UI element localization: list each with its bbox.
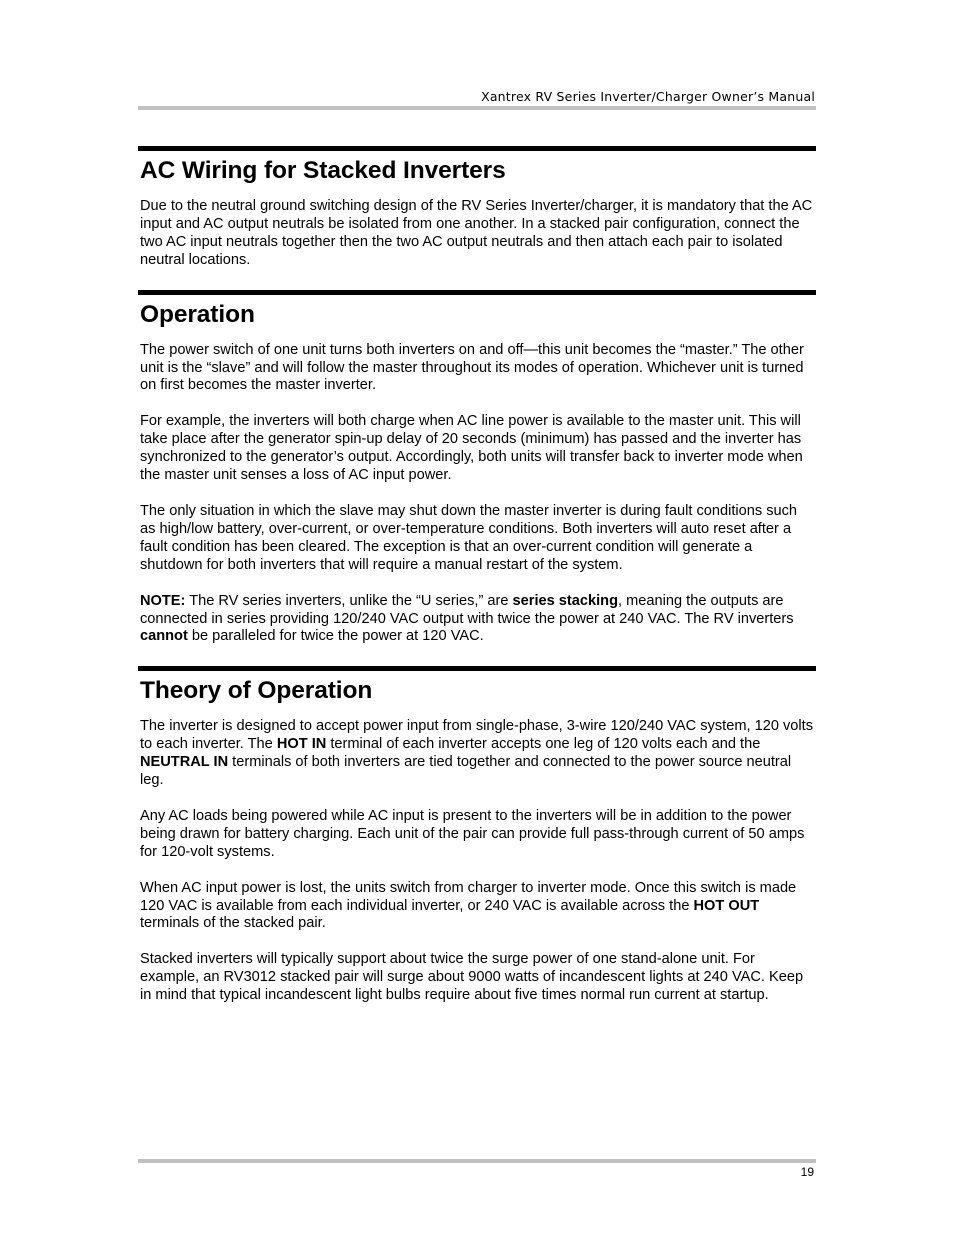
text-run: terminals of the stacked pair. xyxy=(140,915,326,932)
paragraph: Any AC loads being powered while AC input is present to the inverters will be in addition to the power being drawn for battery charging. Each unit of the pair can provide full pass-through current of 50 amps for 120-volt systems. xyxy=(140,807,805,860)
text-run: The RV series inverters, unlike the “U series,” are xyxy=(185,592,513,609)
text-run: , meaning the outputs are connected in series providing 120/240 VAC output with twice the power at 240 VAC. The RV inverters xyxy=(140,592,794,627)
text-run: The inverter is designed to accept power input from single-phase, 3-wire 120/240 VAC system, 120 volts to each inverter. The xyxy=(140,718,814,753)
running-header: Xantrex RV Series Inverter/Charger Owner’s Manual xyxy=(481,89,815,104)
text-run: terminal of each inverter accepts one leg of 120 volts each and the xyxy=(326,736,761,753)
page-number: 19 xyxy=(800,1165,814,1179)
section-operation xyxy=(140,290,816,647)
header-rule xyxy=(138,106,816,110)
section-theory-of-operation xyxy=(140,666,816,1005)
text-run: be paralleled for twice the power at 120 VAC. xyxy=(187,628,484,645)
paragraph xyxy=(140,718,816,790)
bold-term: series stacking xyxy=(512,592,619,609)
paragraph: For example, the inverters will both charge when AC line power is available to the master unit. This will take place after the generator spin-up delay of 20 seconds (minimum) has passed and the inverter has synchronized to the generator’s output. Accordingly, both units will transfer back to inverter mode when the master unit senses a loss of AC input power. xyxy=(140,413,803,484)
bold-term: cannot xyxy=(140,628,188,645)
section-heading: Theory of Operation xyxy=(140,677,373,705)
section-ac-wiring xyxy=(140,146,816,270)
section-rule xyxy=(138,146,816,151)
note-paragraph xyxy=(140,593,816,647)
note-label: NOTE: xyxy=(140,592,186,609)
page-content xyxy=(140,146,816,1005)
text-run: terminals of both inverters are tied together and connected to the power source neutral leg. xyxy=(140,754,792,789)
paragraph: The power switch of one unit turns both inverters on and off—this unit becomes the “master.” The other unit is the “slave” and will follow the master throughout its modes of operation. Whichever unit is turned on first becomes the master inverter. xyxy=(140,341,804,394)
paragraph xyxy=(140,880,816,934)
section-heading: AC Wiring for Stacked Inverters xyxy=(140,157,506,184)
paragraph: The only situation in which the slave may shut down the master inverter is during fault conditions such as high/low battery, over-current, or over-temperature conditions. Both inverters will auto reset after a fault condition has been cleared. The exception is that an over-current condition will generate a shutdown for both inverters that will require a manual restart of the system. xyxy=(140,502,798,573)
section-rule xyxy=(138,666,816,671)
bold-term: HOT IN xyxy=(276,736,327,753)
paragraph: Due to the neutral ground switching design of the RV Series Inverter/charger, it is mandatory that the AC input and AC output neutrals be isolated from one another. In a stacked pair configuration, connect the two AC input neutrals together then the two AC output neutrals and then attach each pair to isolated neutral locations. xyxy=(140,198,813,268)
footer-rule xyxy=(138,1159,816,1163)
bold-term: HOT OUT xyxy=(693,897,760,914)
text-run: When AC input power is lost, the units switch from charger to inverter mode. Once this switch is made 120 VAC is available from each individual inverter, or 240 VAC is available across the xyxy=(140,879,797,914)
section-heading: Operation xyxy=(140,300,255,328)
paragraph: Stacked inverters will typically support about twice the surge power of one stand-alone unit. For example, an RV3012 stacked pair will surge about 9000 watts of incandescent lights at 240 VAC. Keep in mind that typical incandescent light bulbs require about five times normal run current at startup. xyxy=(140,951,804,1004)
bold-term: NEUTRAL IN xyxy=(140,754,229,771)
section-rule xyxy=(138,290,816,295)
